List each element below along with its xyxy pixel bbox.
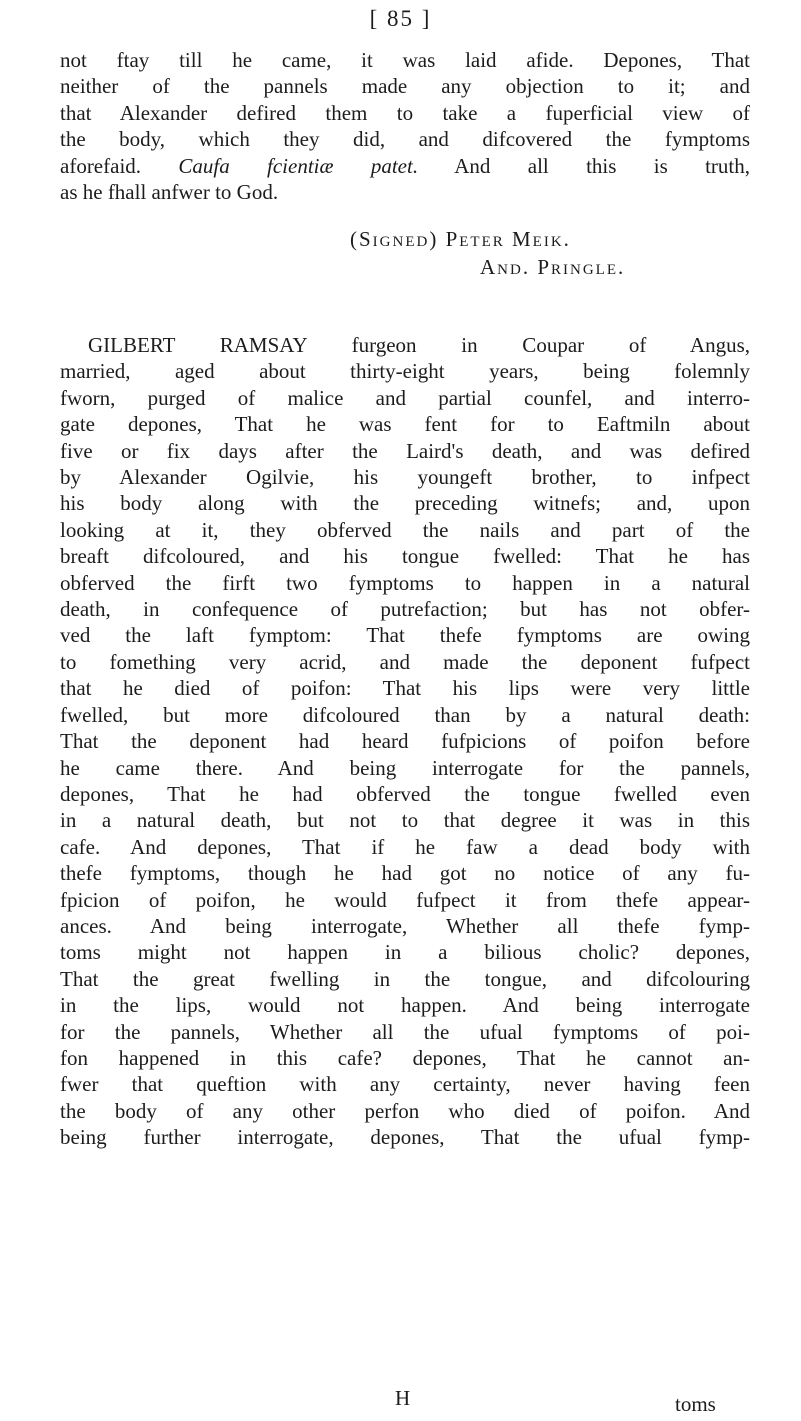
text-line: in the lips, would not happen. And being interrogate [60,993,750,1018]
text-line: cafe. And depones, That if he faw a dead body with [60,834,750,859]
text-line: as he fhall anfwer to God. [60,180,279,205]
text-line: he came there. And being interrogate for the pannels, [60,755,750,780]
text-line: married, aged about thirty-eight years, being folemnly [60,359,750,384]
text-line: That the great fwelling in the tongue, and difcolouring [60,966,750,991]
text-line: for the pannels, Whether all the ufual fymptoms of poi- [60,1019,750,1044]
text-line: the body of any other perfon who died of poifon. And [60,1098,750,1123]
text-line: aforefaid. Caufa fcientiæ patet. And all this is truth, [60,153,750,178]
text-line: depones, That he had obferved the tongue fwelled even [60,781,750,806]
text-line: the body, which they did, and difcovered the fymptoms [60,127,750,152]
text-line: ances. And being interrogate, Whether all thefe fymp- [60,913,750,938]
signature-line-2: And. Pringle. [480,255,626,279]
catchword: toms [675,1392,716,1416]
text-line: fworn, purged of malice and partial counfel, and interro- [60,385,750,410]
text-line: fwer that queftion with any certainty, never having feen [60,1072,750,1097]
text-line: toms might not happen in a bilious cholic? depones, [60,940,750,965]
text-line: five or fix days after the Laird's death, and was defired [60,438,750,463]
latin-phrase: Caufa fcientiæ patet. [178,153,419,178]
text-line: thefe fymptoms, though he had got no notice of any fu- [60,861,750,886]
signature-line-1: (Signed) Peter Meik. [350,227,571,251]
text-line: gate depones, That he was fent for to Eaftmiln about [60,412,750,437]
text-line: that he died of poifon: That his lips were very little [60,676,750,701]
text-line: fpicion of poifon, he would fufpect it from thefe appear- [60,887,750,912]
text-line: fwelled, but more difcoloured than by a natural death: [60,702,750,727]
paragraph-1 [60,47,750,205]
text-line: obferved the firft two fymptoms to happen in a natural [60,570,750,595]
text-line: his body along with the preceding witnefs; and, upon [60,491,750,516]
text-line: fon happened in this cafe? depones, That he cannot an- [60,1045,750,1070]
page-number: [ 85 ] [369,6,432,31]
text-line: not ftay till he came, it was laid afide. Depones, That [60,48,750,72]
text-line: breaft difcoloured, and his tongue fwelled: That he has [60,544,750,569]
text-line: That the deponent had heard fufpicions of poifon before [60,729,750,754]
text-line: looking at it, they obferved the nails and part of the [60,517,750,542]
text-line: neither of the pannels made any objection to it; and [60,74,750,99]
text-line: in a natural death, but not to that degree it was in this [60,808,750,833]
text-line: that Alexander defired them to take a fuperficial view of [60,100,750,125]
text-line: being further interrogate, depones, That the ufual fymp- [60,1125,750,1150]
text-line: ved the laft fymptom: That thefe fymptoms are owing [60,623,750,648]
signature-mark: H [395,1386,411,1410]
text-line: to fomething very acrid, and made the deponent fufpect [60,649,750,674]
text-line: GILBERT RAMSAY furgeon in Coupar of Angus, [88,333,750,357]
paragraph-2 [60,332,750,1151]
text-line: death, in confequence of putrefaction; but has not obfer- [60,597,750,622]
text-line: by Alexander Ogilvie, his youngeft brother, to infpect [60,465,750,490]
